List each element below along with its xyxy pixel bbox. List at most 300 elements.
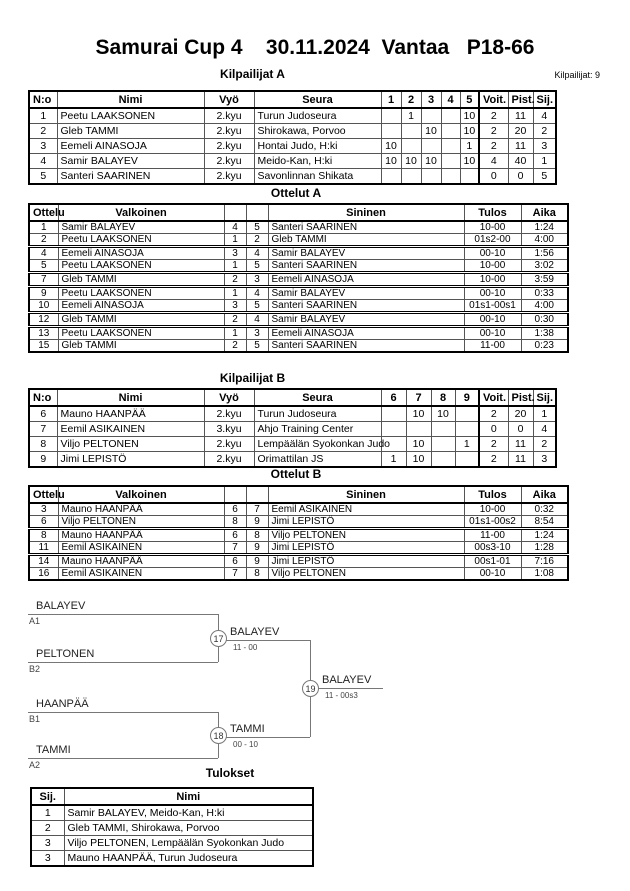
match-number-cell: 7 bbox=[29, 273, 58, 287]
pool-a-header-row bbox=[29, 91, 556, 108]
time-cell: 1:28 bbox=[521, 542, 568, 555]
match-row bbox=[29, 260, 568, 273]
match-number-cell: 12 bbox=[29, 313, 58, 327]
white-player-cell: Eemeli AINASOJA bbox=[58, 247, 224, 260]
score-cell bbox=[431, 452, 455, 468]
white-player-cell: Gleb TAMMI bbox=[58, 313, 224, 327]
result-name-cell: Gleb TAMMI, Shirokawa, Porvoo bbox=[64, 821, 313, 836]
match-number-cell: 14 bbox=[29, 555, 58, 568]
competitor-number-cell: 1 bbox=[29, 108, 57, 124]
score-cell: 10 bbox=[460, 154, 479, 169]
column-header: 3 bbox=[421, 91, 441, 108]
result-cell: 00-10 bbox=[464, 247, 521, 260]
blue-number-cell: 5 bbox=[246, 260, 268, 273]
time-cell: 1:56 bbox=[521, 247, 568, 260]
place-cell: 1 bbox=[533, 154, 556, 169]
column-header: Vyö bbox=[204, 389, 254, 406]
column-header: Aika bbox=[521, 204, 568, 221]
column-header: 5 bbox=[460, 91, 479, 108]
blue-number-cell: 3 bbox=[246, 273, 268, 287]
column-header: 4 bbox=[441, 91, 460, 108]
bracket-sf2-match-number: 18 bbox=[210, 727, 227, 744]
points-cell: 11 bbox=[508, 437, 533, 452]
score-cell bbox=[455, 422, 479, 437]
column-header: Aika bbox=[521, 486, 568, 503]
competitor-club-cell: Orimattilan JS bbox=[254, 452, 381, 468]
white-number-cell: 1 bbox=[224, 260, 246, 273]
result-cell: 00s3-10 bbox=[464, 542, 521, 555]
time-cell: 1:08 bbox=[521, 568, 568, 581]
competitor-name-cell: Peetu LAAKSONEN bbox=[57, 108, 204, 124]
blue-number-cell: 9 bbox=[246, 516, 268, 529]
match-number-cell: 2 bbox=[29, 234, 58, 247]
page-title: Samurai Cup 4 30.11.2024 Vantaa P18-66 bbox=[95, 36, 535, 59]
white-player-cell: Mauno HAANPÄÄ bbox=[58, 529, 224, 542]
result-row bbox=[31, 805, 313, 821]
pool-a-heading: Kilpailijat A bbox=[220, 67, 285, 81]
bracket-line bbox=[310, 688, 383, 689]
competitor-name-cell: Gleb TAMMI bbox=[57, 124, 204, 139]
column-header: 2 bbox=[401, 91, 421, 108]
match-row bbox=[29, 529, 568, 542]
column-header bbox=[224, 486, 246, 503]
white-number-cell: 4 bbox=[224, 221, 246, 234]
blue-player-cell: Eemeli AINASOJA bbox=[268, 327, 464, 340]
white-player-cell: Eemil ASIKAINEN bbox=[58, 568, 224, 581]
match-row bbox=[29, 327, 568, 340]
result-cell: 00-10 bbox=[464, 327, 521, 340]
score-cell: 1 bbox=[401, 108, 421, 124]
wins-cell: 2 bbox=[479, 124, 508, 139]
bracket-sf1-bottom-seed: B2 bbox=[29, 664, 41, 674]
competitor-belt-cell: 2.kyu bbox=[204, 154, 254, 169]
blue-player-cell: Samir BALAYEV bbox=[268, 247, 464, 260]
competitor-belt-cell: 2.kyu bbox=[204, 124, 254, 139]
match-number-cell: 4 bbox=[29, 247, 58, 260]
white-number-cell: 1 bbox=[224, 287, 246, 300]
bracket-final-score: 11 - 00s3 bbox=[325, 691, 358, 700]
white-player-cell: Gleb TAMMI bbox=[58, 273, 224, 287]
score-cell: 10 bbox=[406, 452, 431, 468]
match-number-cell: 6 bbox=[29, 516, 58, 529]
competitor-number-cell: 4 bbox=[29, 154, 57, 169]
competitor-number-cell: 3 bbox=[29, 139, 57, 154]
bracket-sf2-top-seed: B1 bbox=[29, 714, 41, 724]
blue-number-cell: 4 bbox=[246, 247, 268, 260]
score-cell bbox=[381, 422, 406, 437]
competitor-club-cell: Ahjo Training Center bbox=[254, 422, 381, 437]
bracket-final-winner-name: BALAYEV bbox=[322, 674, 372, 686]
match-row bbox=[29, 542, 568, 555]
result-place-cell: 2 bbox=[31, 821, 64, 836]
score-cell bbox=[421, 169, 441, 185]
score-cell bbox=[441, 169, 460, 185]
points-cell: 11 bbox=[508, 452, 533, 468]
result-cell: 11-00 bbox=[464, 529, 521, 542]
white-player-cell: Peetu LAAKSONEN bbox=[58, 234, 224, 247]
competitor-club-cell: Turun Judoseura bbox=[254, 406, 381, 422]
result-cell: 00-10 bbox=[464, 287, 521, 300]
column-header: Valkoinen bbox=[58, 486, 224, 503]
time-cell: 7:16 bbox=[521, 555, 568, 568]
competitor-number-cell: 7 bbox=[29, 422, 57, 437]
score-cell bbox=[401, 124, 421, 139]
score-cell bbox=[431, 422, 455, 437]
score-cell: 10 bbox=[406, 406, 431, 422]
competitor-club-cell: Turun Judoseura bbox=[254, 108, 381, 124]
score-cell: 10 bbox=[421, 154, 441, 169]
competitor-club-cell: Savonlinnan Shikata bbox=[254, 169, 381, 185]
column-header: Valkoinen bbox=[58, 204, 224, 221]
bracket-line bbox=[218, 737, 310, 738]
column-header: Seura bbox=[254, 389, 381, 406]
bracket-line bbox=[28, 758, 218, 759]
column-header: 6 bbox=[381, 389, 406, 406]
white-player-cell: Viljo PELTONEN bbox=[58, 516, 224, 529]
column-header bbox=[246, 486, 268, 503]
results-heading: Tulokset bbox=[205, 766, 255, 780]
time-cell: 8:54 bbox=[521, 516, 568, 529]
blue-player-cell: Gleb TAMMI bbox=[268, 234, 464, 247]
bracket-line bbox=[28, 712, 218, 713]
white-player-cell: Peetu LAAKSONEN bbox=[58, 327, 224, 340]
match-row bbox=[29, 273, 568, 287]
wins-cell: 0 bbox=[479, 422, 508, 437]
competitor-belt-cell: 3.kyu bbox=[204, 422, 254, 437]
score-cell: 1 bbox=[460, 139, 479, 154]
bracket-sf1-score: 11 - 00 bbox=[233, 643, 258, 652]
white-number-cell: 2 bbox=[224, 313, 246, 327]
result-cell: 10-00 bbox=[464, 260, 521, 273]
match-number-cell: 10 bbox=[29, 300, 58, 313]
blue-player-cell: Jimi LEPISTÖ bbox=[268, 555, 464, 568]
white-number-cell: 6 bbox=[224, 503, 246, 516]
column-header: Ottelu bbox=[29, 204, 58, 221]
matches-b-header-row bbox=[29, 486, 568, 503]
blue-number-cell: 3 bbox=[246, 327, 268, 340]
match-row bbox=[29, 300, 568, 313]
time-cell: 3:02 bbox=[521, 260, 568, 273]
score-cell: 1 bbox=[381, 452, 406, 468]
white-number-cell: 8 bbox=[224, 516, 246, 529]
wins-cell: 2 bbox=[479, 452, 508, 468]
bracket-sf1-top-name: BALAYEV bbox=[36, 600, 86, 612]
blue-player-cell: Santeri SAARINEN bbox=[268, 300, 464, 313]
column-header bbox=[246, 204, 268, 221]
time-cell: 4:00 bbox=[521, 300, 568, 313]
results-table bbox=[30, 787, 314, 867]
score-cell bbox=[381, 406, 406, 422]
match-row bbox=[29, 221, 568, 234]
score-cell bbox=[441, 154, 460, 169]
points-cell: 0 bbox=[508, 169, 533, 185]
competitor-club-cell: Shirokawa, Porvoo bbox=[254, 124, 381, 139]
competitor-name-cell: Samir BALAYEV bbox=[57, 154, 204, 169]
score-cell: 10 bbox=[406, 437, 431, 452]
result-name-cell: Samir BALAYEV, Meido-Kan, H:ki bbox=[64, 805, 313, 821]
match-number-cell: 16 bbox=[29, 568, 58, 581]
wins-cell: 2 bbox=[479, 139, 508, 154]
points-cell: 11 bbox=[508, 108, 533, 124]
white-number-cell: 7 bbox=[224, 568, 246, 581]
result-row bbox=[31, 851, 313, 867]
white-number-cell: 3 bbox=[224, 247, 246, 260]
place-cell: 4 bbox=[533, 108, 556, 124]
blue-number-cell: 4 bbox=[246, 313, 268, 327]
competitor-name-cell: Eemil ASIKAINEN bbox=[57, 422, 204, 437]
score-cell: 10 bbox=[421, 124, 441, 139]
result-cell: 10-00 bbox=[464, 273, 521, 287]
match-number-cell: 1 bbox=[29, 221, 58, 234]
score-cell: 10 bbox=[381, 154, 401, 169]
blue-number-cell: 8 bbox=[246, 568, 268, 581]
place-cell: 2 bbox=[533, 124, 556, 139]
score-cell bbox=[401, 139, 421, 154]
column-header: Vyö bbox=[204, 91, 254, 108]
blue-player-cell: Santeri SAARINEN bbox=[268, 340, 464, 353]
score-cell bbox=[401, 169, 421, 185]
result-cell: 01s1-00s2 bbox=[464, 516, 521, 529]
blue-number-cell: 4 bbox=[246, 287, 268, 300]
competitor-belt-cell: 2.kyu bbox=[204, 452, 254, 468]
elimination-bracket bbox=[0, 592, 630, 768]
competitor-name-cell: Mauno HAANPÄÄ bbox=[57, 406, 204, 422]
wins-cell: 2 bbox=[479, 108, 508, 124]
bracket-sf1-bottom-name: PELTONEN bbox=[36, 648, 95, 660]
competitor-belt-cell: 2.kyu bbox=[204, 169, 254, 185]
blue-player-cell: Jimi LEPISTÖ bbox=[268, 542, 464, 555]
competitor-number-cell: 5 bbox=[29, 169, 57, 185]
white-player-cell: Eemeli AINASOJA bbox=[58, 300, 224, 313]
competitor-name-cell: Viljo PELTONEN bbox=[57, 437, 204, 452]
blue-player-cell: Jimi LEPISTÖ bbox=[268, 516, 464, 529]
column-header: N:o bbox=[29, 389, 57, 406]
column-header: 7 bbox=[406, 389, 431, 406]
time-cell: 0:30 bbox=[521, 313, 568, 327]
match-row bbox=[29, 340, 568, 353]
place-cell: 3 bbox=[533, 139, 556, 154]
points-cell: 20 bbox=[508, 406, 533, 422]
wins-cell: 4 bbox=[479, 154, 508, 169]
points-cell: 11 bbox=[508, 139, 533, 154]
blue-player-cell: Santeri SAARINEN bbox=[268, 260, 464, 273]
white-number-cell: 6 bbox=[224, 555, 246, 568]
result-cell: 00s1-01 bbox=[464, 555, 521, 568]
match-number-cell: 15 bbox=[29, 340, 58, 353]
result-name-cell: Mauno HAANPÄÄ, Turun Judoseura bbox=[64, 851, 313, 867]
results-header-row bbox=[31, 788, 313, 805]
place-cell: 5 bbox=[533, 169, 556, 185]
score-cell bbox=[421, 139, 441, 154]
competitor-belt-cell: 2.kyu bbox=[204, 406, 254, 422]
result-cell: 10-00 bbox=[464, 503, 521, 516]
points-cell: 0 bbox=[508, 422, 533, 437]
time-cell: 1:24 bbox=[521, 221, 568, 234]
white-player-cell: Peetu LAAKSONEN bbox=[58, 287, 224, 300]
place-cell: 3 bbox=[533, 452, 556, 468]
match-row bbox=[29, 234, 568, 247]
result-cell: 01s1-00s1 bbox=[464, 300, 521, 313]
result-cell: 11-00 bbox=[464, 340, 521, 353]
match-number-cell: 8 bbox=[29, 529, 58, 542]
score-cell: 1 bbox=[455, 437, 479, 452]
place-cell: 4 bbox=[533, 422, 556, 437]
score-cell bbox=[381, 124, 401, 139]
wins-cell: 2 bbox=[479, 406, 508, 422]
white-player-cell: Mauno HAANPÄÄ bbox=[58, 503, 224, 516]
white-player-cell: Peetu LAAKSONEN bbox=[58, 260, 224, 273]
time-cell: 0:23 bbox=[521, 340, 568, 353]
result-row bbox=[31, 821, 313, 836]
match-number-cell: 11 bbox=[29, 542, 58, 555]
blue-player-cell: Viljo PELTONEN bbox=[268, 529, 464, 542]
competitor-club-cell: Lempäälän Syokonkan Judo bbox=[254, 437, 381, 452]
column-header: Tulos bbox=[464, 204, 521, 221]
blue-number-cell: 5 bbox=[246, 300, 268, 313]
white-number-cell: 2 bbox=[224, 273, 246, 287]
blue-player-cell: Eemeli AINASOJA bbox=[268, 273, 464, 287]
score-cell bbox=[381, 108, 401, 124]
competitor-club-cell: Meido-Kan, H:ki bbox=[254, 154, 381, 169]
matches-b-table bbox=[28, 485, 569, 581]
score-cell bbox=[441, 124, 460, 139]
matches-a-heading: Ottelut A bbox=[270, 186, 322, 200]
match-row bbox=[29, 555, 568, 568]
bracket-sf2-bottom-seed: A2 bbox=[29, 760, 41, 770]
bracket-sf2-top-name: HAANPÄÄ bbox=[36, 698, 89, 710]
score-cell: 10 bbox=[431, 406, 455, 422]
column-header: Sij. bbox=[31, 788, 64, 805]
competitor-row bbox=[29, 437, 556, 452]
column-header: Nimi bbox=[57, 91, 204, 108]
competitor-row bbox=[29, 124, 556, 139]
score-cell bbox=[406, 422, 431, 437]
score-cell bbox=[455, 406, 479, 422]
match-row bbox=[29, 247, 568, 260]
competitor-row bbox=[29, 139, 556, 154]
competitor-belt-cell: 2.kyu bbox=[204, 139, 254, 154]
column-header: Sij. bbox=[533, 389, 556, 406]
wins-cell: 0 bbox=[479, 169, 508, 185]
column-header: Seura bbox=[254, 91, 381, 108]
blue-number-cell: 5 bbox=[246, 340, 268, 353]
matches-a-table bbox=[28, 203, 569, 353]
score-cell bbox=[381, 169, 401, 185]
blue-number-cell: 5 bbox=[246, 221, 268, 234]
competitor-belt-cell: 2.kyu bbox=[204, 108, 254, 124]
wins-cell: 2 bbox=[479, 437, 508, 452]
pool-b-header-row bbox=[29, 389, 556, 406]
blue-player-cell: Eemil ASIKAINEN bbox=[268, 503, 464, 516]
pool-a-table bbox=[28, 90, 557, 185]
bracket-sf2-bottom-name: TAMMI bbox=[36, 744, 71, 756]
column-header bbox=[224, 204, 246, 221]
place-cell: 1 bbox=[533, 406, 556, 422]
blue-number-cell: 8 bbox=[246, 529, 268, 542]
column-header: Nimi bbox=[57, 389, 204, 406]
blue-number-cell: 7 bbox=[246, 503, 268, 516]
column-header: Voit. bbox=[479, 91, 508, 108]
score-cell: 10 bbox=[381, 139, 401, 154]
score-cell bbox=[460, 169, 479, 185]
column-header: Tulos bbox=[464, 486, 521, 503]
bracket-sf2-score: 00 - 10 bbox=[233, 740, 258, 749]
time-cell: 4:00 bbox=[521, 234, 568, 247]
column-header: Sij. bbox=[533, 91, 556, 108]
white-number-cell: 2 bbox=[224, 340, 246, 353]
competitor-number-cell: 9 bbox=[29, 452, 57, 468]
bracket-sf1-match-number: 17 bbox=[210, 630, 227, 647]
match-row bbox=[29, 313, 568, 327]
column-header: 1 bbox=[381, 91, 401, 108]
blue-number-cell: 9 bbox=[246, 542, 268, 555]
competitor-number-cell: 6 bbox=[29, 406, 57, 422]
column-header: Pist. bbox=[508, 91, 533, 108]
column-header: Sininen bbox=[268, 486, 464, 503]
place-cell: 2 bbox=[533, 437, 556, 452]
score-cell: 10 bbox=[460, 108, 479, 124]
pool-b-table bbox=[28, 388, 557, 468]
score-cell: 10 bbox=[401, 154, 421, 169]
white-number-cell: 6 bbox=[224, 529, 246, 542]
white-number-cell: 3 bbox=[224, 300, 246, 313]
score-cell bbox=[431, 437, 455, 452]
score-cell bbox=[441, 139, 460, 154]
competitor-row bbox=[29, 154, 556, 169]
score-cell bbox=[455, 452, 479, 468]
result-place-cell: 1 bbox=[31, 805, 64, 821]
bracket-line bbox=[28, 614, 218, 615]
competitor-row bbox=[29, 406, 556, 422]
time-cell: 1:24 bbox=[521, 529, 568, 542]
points-cell: 20 bbox=[508, 124, 533, 139]
white-player-cell: Samir BALAYEV bbox=[58, 221, 224, 234]
score-cell bbox=[441, 108, 460, 124]
blue-player-cell: Santeri SAARINEN bbox=[268, 221, 464, 234]
match-row bbox=[29, 287, 568, 300]
score-cell: 10 bbox=[460, 124, 479, 139]
time-cell: 0:32 bbox=[521, 503, 568, 516]
participants-count: Kilpailijat: 9 bbox=[554, 70, 600, 80]
bracket-sf1-winner-name: BALAYEV bbox=[230, 626, 280, 638]
result-place-cell: 3 bbox=[31, 851, 64, 867]
bracket-final-match-number: 19 bbox=[302, 680, 319, 697]
competitor-number-cell: 8 bbox=[29, 437, 57, 452]
competitor-row bbox=[29, 169, 556, 185]
pool-b-heading: Kilpailijat B bbox=[219, 371, 286, 385]
match-row bbox=[29, 568, 568, 581]
matches-a-header-row bbox=[29, 204, 568, 221]
bracket-line bbox=[28, 662, 218, 663]
white-number-cell: 1 bbox=[224, 327, 246, 340]
column-header: Voit. bbox=[479, 389, 508, 406]
match-row bbox=[29, 516, 568, 529]
column-header: Ottelu bbox=[29, 486, 58, 503]
competitor-name-cell: Jimi LEPISTÖ bbox=[57, 452, 204, 468]
points-cell: 40 bbox=[508, 154, 533, 169]
result-place-cell: 3 bbox=[31, 836, 64, 851]
match-number-cell: 9 bbox=[29, 287, 58, 300]
competitor-club-cell: Hontai Judo, H:ki bbox=[254, 139, 381, 154]
competitor-row bbox=[29, 422, 556, 437]
competitor-name-cell: Santeri SAARINEN bbox=[57, 169, 204, 185]
time-cell: 0:33 bbox=[521, 287, 568, 300]
match-number-cell: 13 bbox=[29, 327, 58, 340]
score-cell bbox=[421, 108, 441, 124]
white-player-cell: Gleb TAMMI bbox=[58, 340, 224, 353]
match-number-cell: 5 bbox=[29, 260, 58, 273]
result-cell: 01s2-00 bbox=[464, 234, 521, 247]
